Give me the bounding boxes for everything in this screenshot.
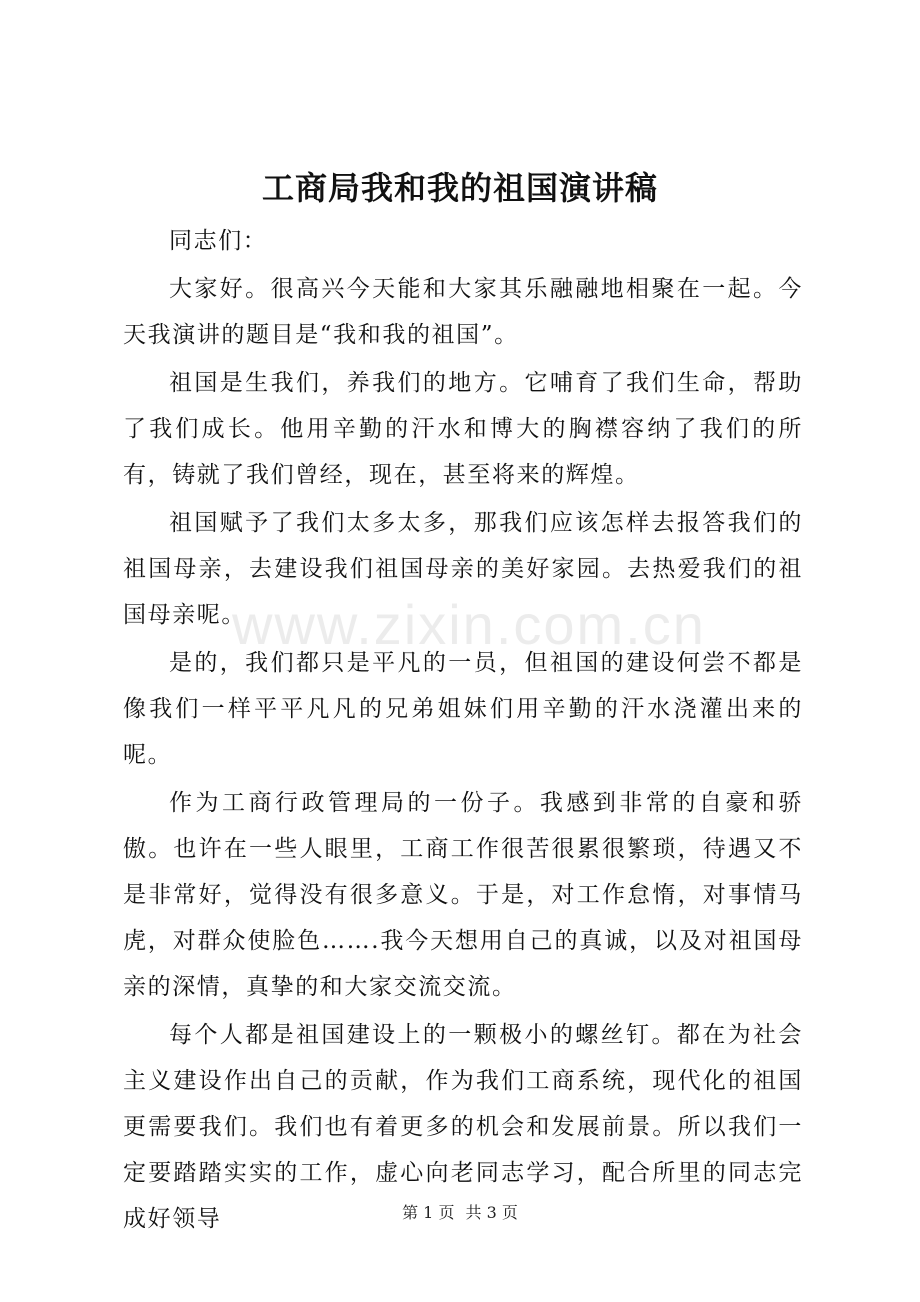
paragraph: 作为工商行政管理局的一份子。我感到非常的自豪和骄傲。也许在一些人眼里，工商工作很苦很累很繁琐，待遇又不是非常好，觉得没有很多意义。于是，对工作怠惰，对事情马虎，对群众使脸色…….我今天想用自己的真诚，以及对祖国母亲的深情，真挚的和大家交流交流。 bbox=[123, 790, 803, 1000]
paragraph: 祖国赋予了我们太多太多，那我们应该怎样去报答我们的祖国母亲，去建设我们祖国母亲的美好家园。去热爱我们的祖国母亲呢。 bbox=[123, 510, 803, 628]
paragraph: 每个人都是祖国建设上的一颗极小的螺丝钉。都在为社会主义建设作出自己的贡献，作为我们工商系统，现代化的祖国更需要我们。我们也有着更多的机会和发展前景。所以我们一定要踏踏实实的工作，虚心向老同志学习，配合所里的同志完成好领导 bbox=[123, 1022, 803, 1232]
paragraph: 祖国是生我们，养我们的地方。它哺育了我们生命，帮助了我们成长。他用辛勤的汗水和博大的胸襟容纳了我们的所有，铸就了我们曾经，现在，甚至将来的辉煌。 bbox=[123, 370, 803, 488]
paragraph: 是的，我们都只是平凡的一员，但祖国的建设何尝不都是像我们一样平平凡凡的兄弟姐妹们用辛勤的汗水浇灌出来的呢。 bbox=[123, 650, 803, 768]
page-footer bbox=[0, 1200, 920, 1223]
document-title: 工商局我和我的祖国演讲稿 bbox=[261, 169, 658, 207]
document-body bbox=[123, 218, 803, 1244]
paragraph-greeting: 同志们： bbox=[169, 228, 268, 254]
page-number: 第 1 页 bbox=[402, 1203, 455, 1222]
watermark: www.zixin.com.cn bbox=[232, 593, 706, 656]
paragraph: 大家好。很高兴今天能和大家其乐融融地相聚在一起。今天我演讲的题目是“我和我的祖国”。 bbox=[123, 276, 803, 348]
page-total: 共 3 页 bbox=[465, 1203, 518, 1222]
